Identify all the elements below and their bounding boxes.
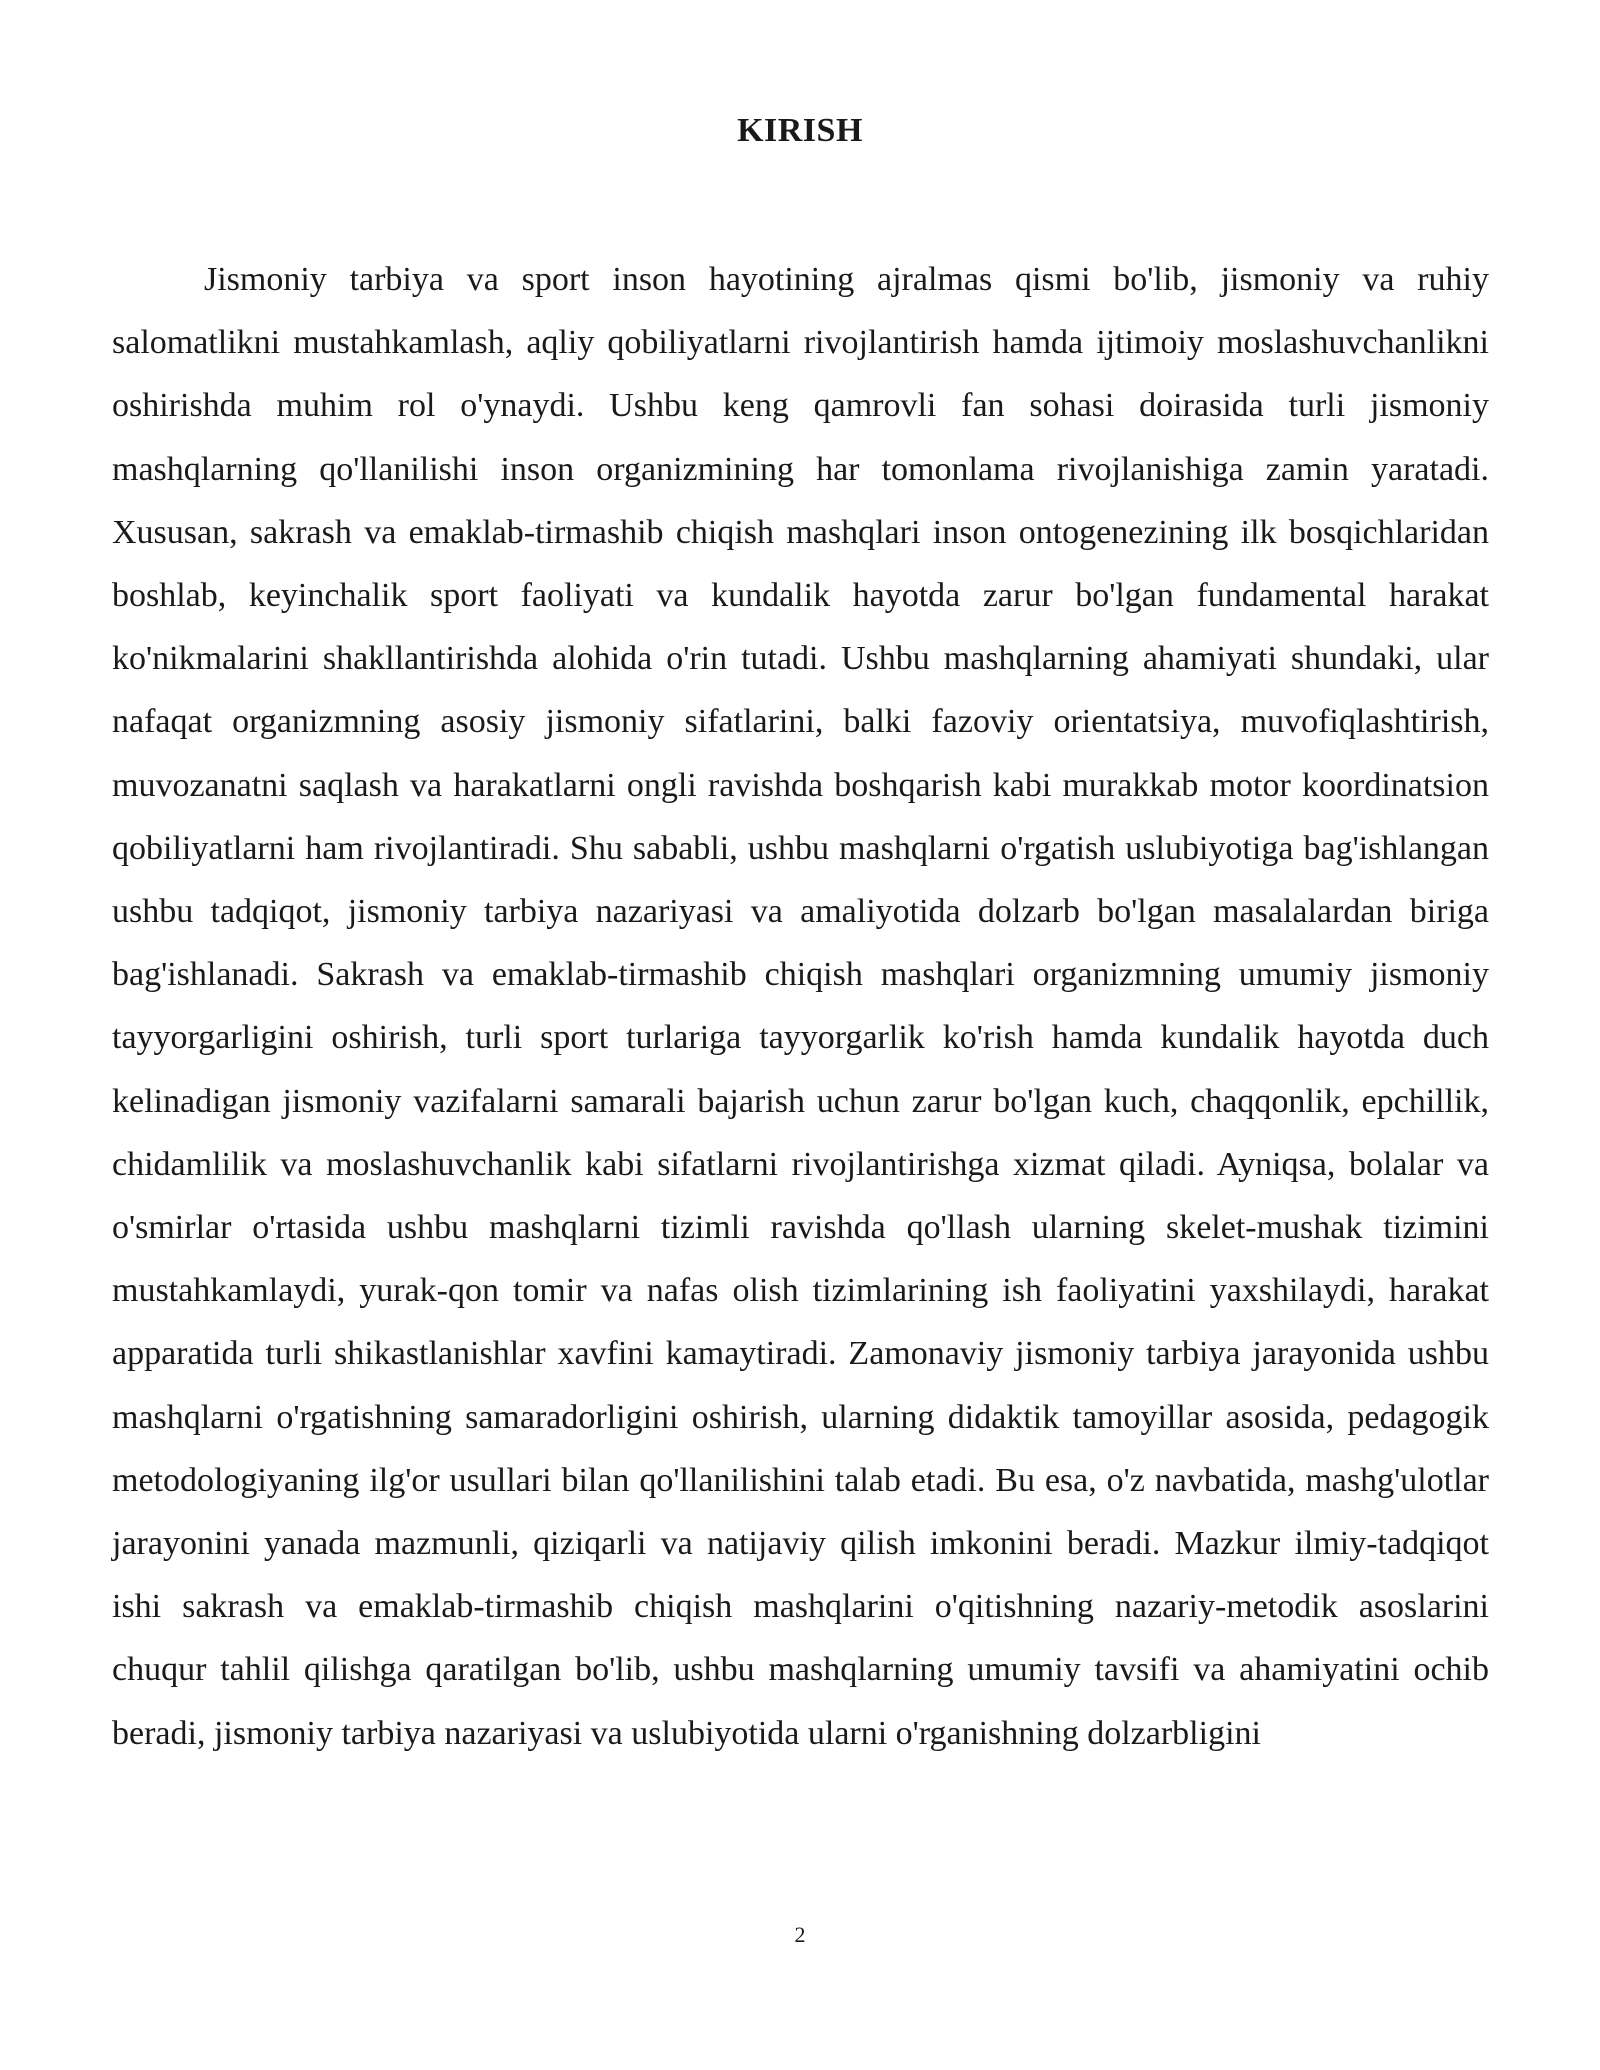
page-title: KIRISH [737,112,863,149]
page-number: 2 [794,1922,806,1947]
body-paragraph: Jismoniy tarbiya va sport inson hayotining ajralmas qismi bo'lib, jismoniy va ruhiy salomatlikni mustahkamlash, aqliy qobiliyatlarni rivojlantirish hamda ijtimoiy moslashuvchanlikni oshirishda muhim rol o'ynaydi. Ushbu keng qamrovli fan sohasi doirasida turli jismoniy mashqlarning qo'llanilishi inson organizmining har tomonlama rivojlanishiga zamin yaratadi. Xususan, sakrash va emaklab-tirmashib chiqish mashqlari inson ontogenezining ilk bosqichlaridan boshlab, keyinchalik sport faoliyati va kundalik hayotda zarur bo'lgan fundamental harakat ko'nikmalarini shakllantirishda alohida o'rin tutadi. Ushbu mashqlarning ahamiyati shundaki, ular nafaqat organizmning asosiy jismoniy sifatlarini, balki fazoviy orientatsiya, muvofiqlashtirish, muvozanatni saqlash va harakatlarni ongli ravishda boshqarish kabi murakkab motor koordinatsion qobiliyatlarni ham rivojlantiradi. Shu sababli, ushbu mashqlarni o'rgatish uslubiyotiga bag'ishlangan ushbu tadqiqot, jismoniy tarbiya nazariyasi va amaliyotida dolzarb bo'lgan masalalardan biriga bag'ishlanadi. Sakrash va emaklab-tirmashib chiqish mashqlari organizmning umumiy jismoniy tayyorgarligini oshirish, turli sport turlariga tayyorgarlik ko'rish hamda kundalik hayotda duch kelinadigan jismoniy vazifalarni samarali bajarish uchun zarur bo'lgan kuch, chaqqonlik, epchillik, chidamlilik va moslashuvchanlik kabi sifatlarni rivojlantirishga xizmat qiladi. Ayniqsa, bolalar va o'smirlar o'rtasida ushbu mashqlarni tizimli ravishda qo'llash ularning skelet-mushak tizimini mustahkamlaydi, yurak-qon tomir va nafas olish tizimlarining ish faoliyatini yaxshilaydi, harakat apparatida turli shikastlanishlar xavfini kamaytiradi. Zamonaviy jismoniy tarbiya jarayonida ushbu mashqlarni o'rgatishning samaradorligini oshirish, ularning didaktik tamoyillar asosida, pedagogik metodologiyaning ilg'or usullari bilan qo'llanilishini talab etadi. Bu esa, o'z navbatida, mashg'ulotlar jarayonini yanada mazmunli, qiziqarli va natijaviy qilish imkonini beradi. Mazkur ilmiy-tadqiqot ishi sakrash va emaklab-tirmashib chiqish mashqlarini o'qitishning nazariy-metodik asoslarini chuqur tahlil qilishga qaratilgan bo'lib, ushbu mashqlarning umumiy tavsifi va ahamiyatini ochib beradi, jismoniy tarbiya nazariyasi va uslubiyotida ularni o'rganishning dolzarbligini [112,261,1489,1752]
